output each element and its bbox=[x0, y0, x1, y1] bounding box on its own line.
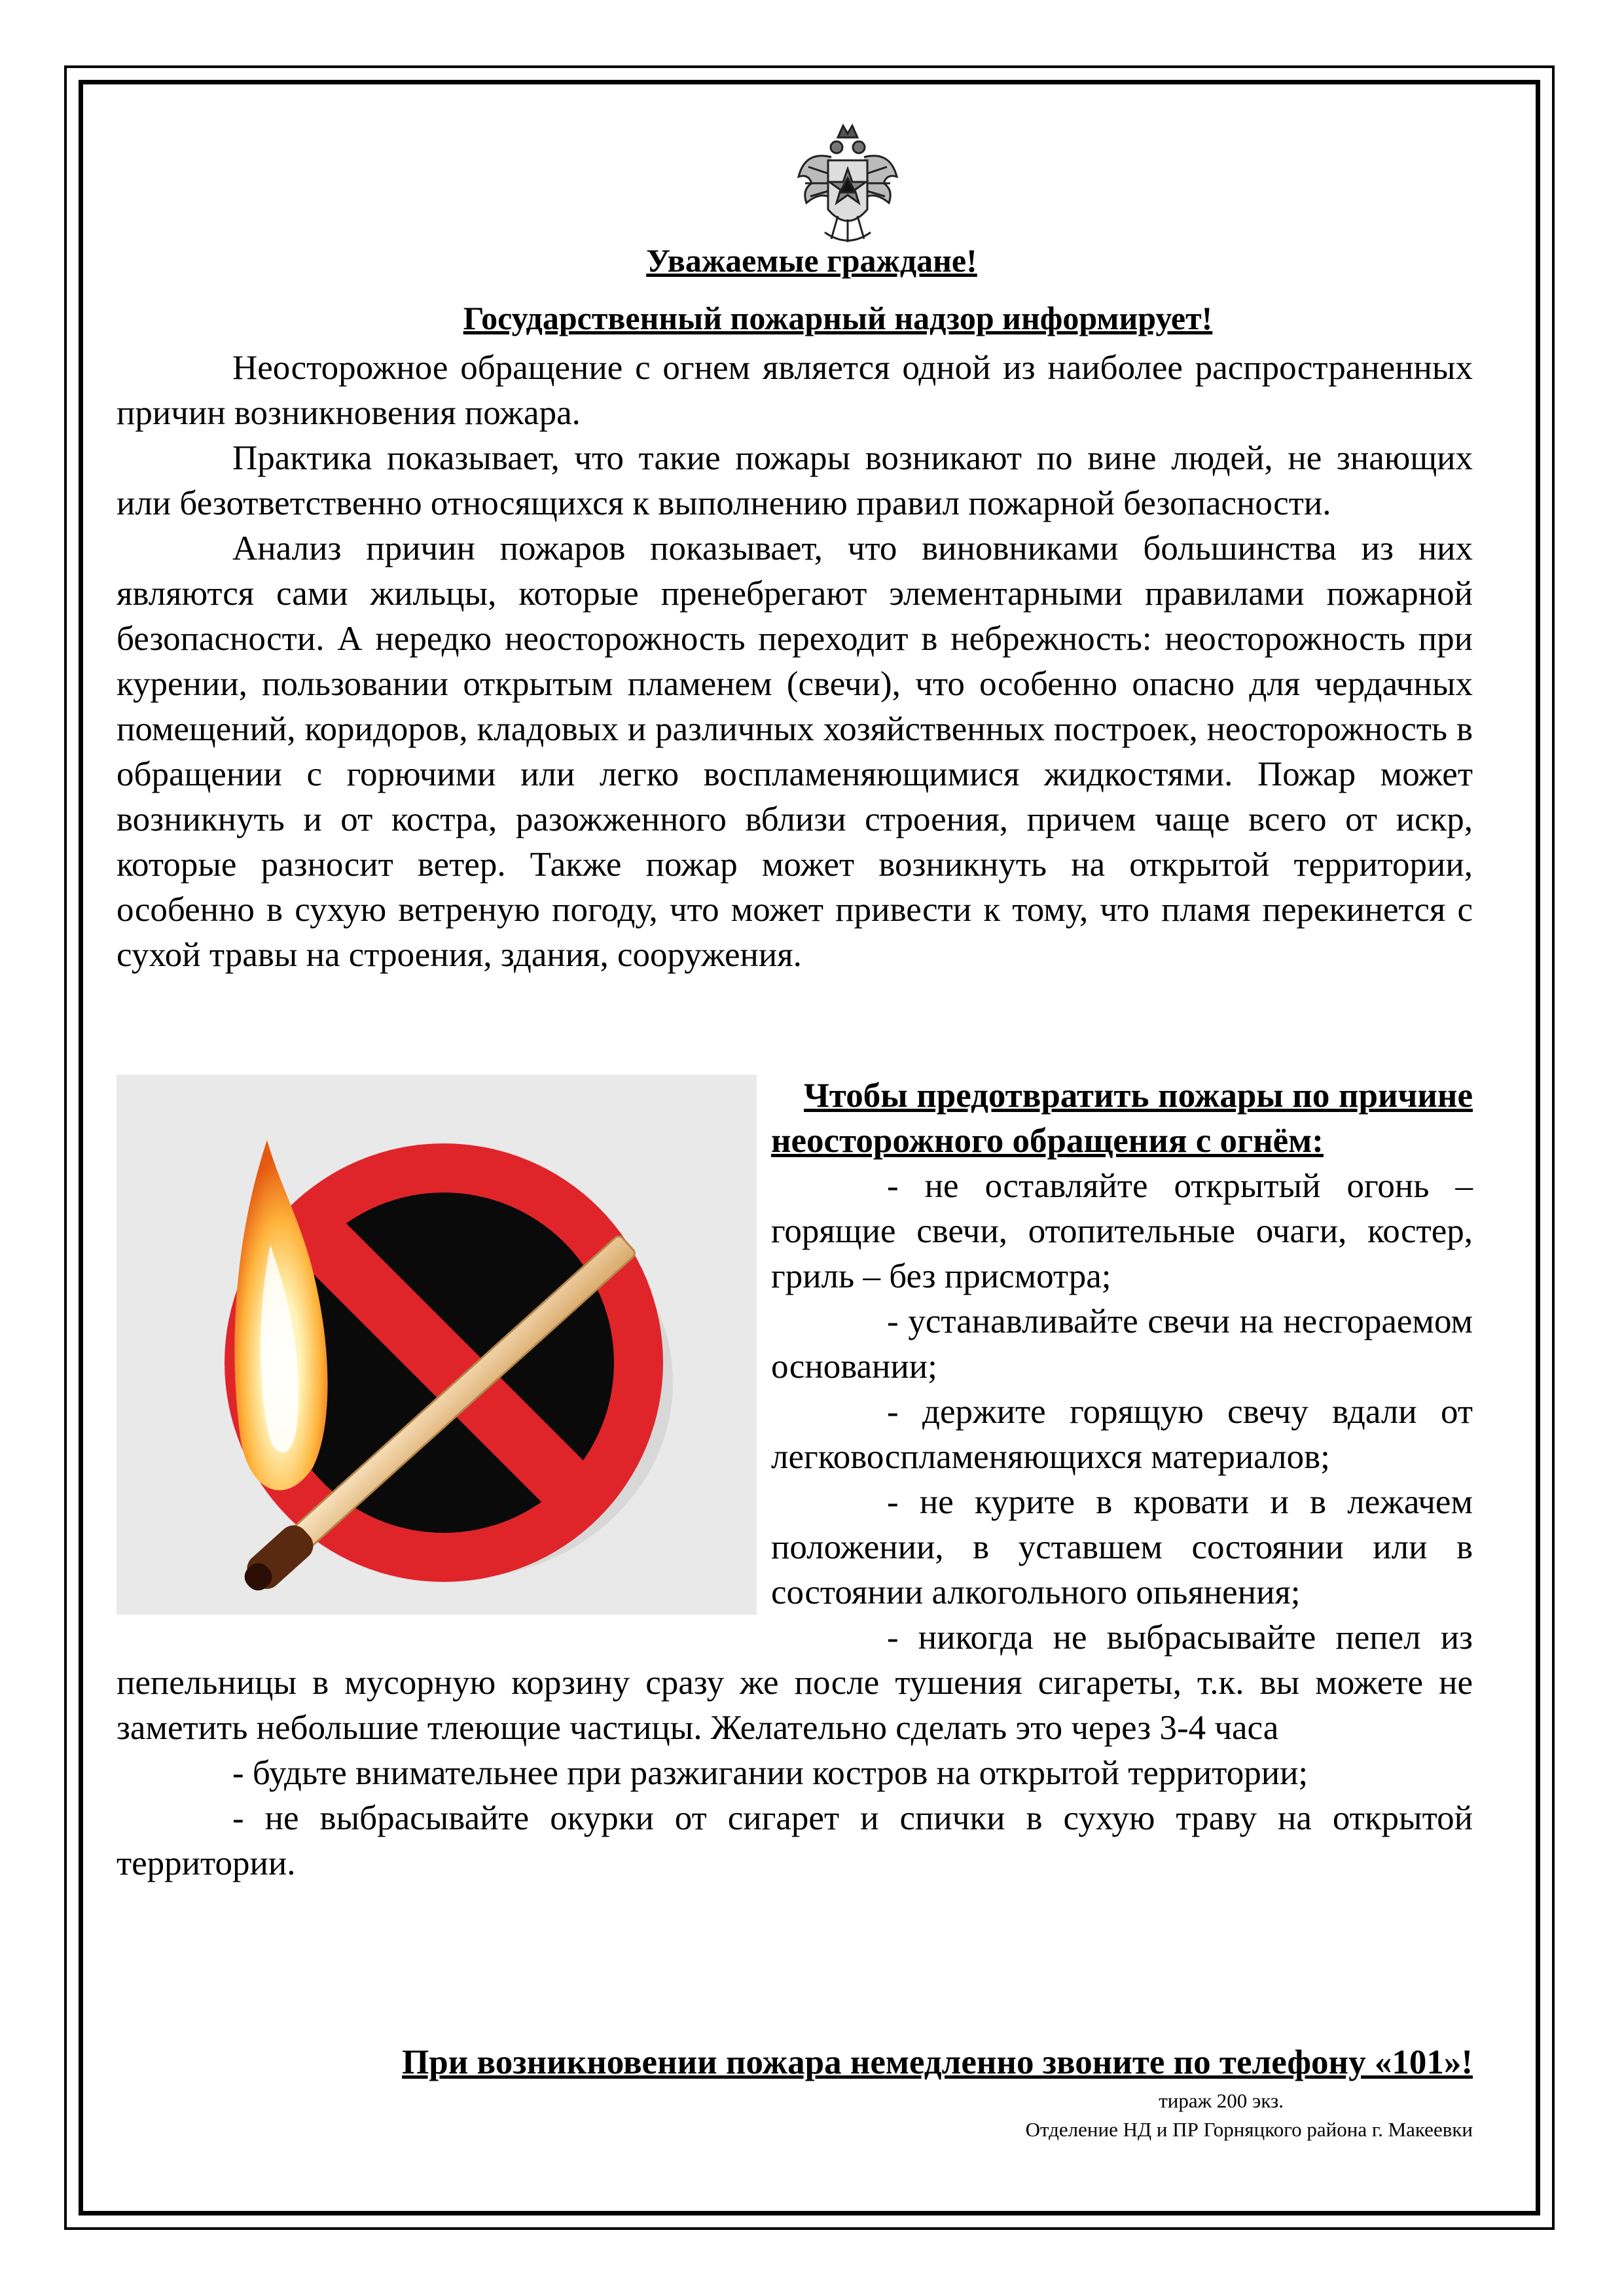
advice-item: - не курите в кровати и в лежачем положении, в уставшем состоянии или в состоянии алкогольного опьянения; bbox=[771, 1483, 1473, 1611]
advice-item: - не оставляйте открытый огонь – горящие свечи, отопительные очаги, костер, гриль – без присмотра; bbox=[771, 1167, 1473, 1295]
advice-item: - не выбрасывайте окурки от сигарет и спички в сухую траву на открытой территории. bbox=[117, 1799, 1473, 1882]
print-run: тираж 200 экз. bbox=[1159, 2089, 1284, 2112]
issuing-department: Отделение НД и ПР Горняцкого района г. Макеевки bbox=[1025, 2118, 1473, 2141]
greeting-heading: Уважаемые граждане! bbox=[646, 242, 977, 279]
emergency-call-notice: При возникновении пожара немедленно звоните по телефону «101»! bbox=[402, 2043, 1473, 2081]
intro-text bbox=[117, 346, 1473, 978]
advice-section bbox=[117, 1073, 1473, 1886]
illustration-space bbox=[117, 1073, 771, 1620]
emblem-icon bbox=[792, 118, 903, 249]
intro-paragraph: Практика показывает, что такие пожары возникают по вине людей, не знающих или безответственно относящихся к выполнению правил пожарной безопасности. bbox=[117, 439, 1473, 522]
advice-item: - держите горящую свечу вдали от легковоспламеняющихся материалов; bbox=[771, 1393, 1473, 1476]
advice-item: - никогда не выбрасывайте пепел из пепельницы в мусорную корзину сразу же после тушения сигареты, т.к. вы можете не заметить небольшие тлеющие частицы. Желательно сделать это через 3-4 часа bbox=[117, 1619, 1473, 1747]
intro-paragraph: Неосторожное обращение с огнем является одной из наиболее распространенных причин возникновения пожара. bbox=[117, 349, 1473, 432]
advice-item: - будьте внимательнее при разжигании костров на открытой территории; bbox=[232, 1754, 1308, 1792]
advice-title: Чтобы предотвратить пожары по причине неосторожного обращения с огнём: bbox=[771, 1077, 1473, 1160]
intro-paragraph: Анализ причин пожаров показывает, что виновниками большинства из них являются сами жильцы, которые пренебрегают элементарными правилами пожарной безопасности. А нередко неосторожность переходит в небрежность: неосторожность при курении, пользовании открытым пламенем (свечи), что особенно опасно для чердачных помещений, коридоров, кладовых и различных хозяйственных построек, неосторожность в обращении с горючими или легко воспламеняющимися жидкостями. Пожар может возникнуть и от костра, разожженного вблизи строения, причем чаще всего от искр, которые разносит ветер. Также пожар может возникнуть на открытой территории, особенно в сухую ветреную погоду, что может привести к тому, что пламя перекинется с сухой травы на строения, здания, сооружения. bbox=[117, 529, 1473, 974]
page-title: Государственный пожарный надзор информирует! bbox=[463, 300, 1213, 336]
advice-item: - устанавливайте свечи на несгораемом основании; bbox=[771, 1302, 1473, 1386]
